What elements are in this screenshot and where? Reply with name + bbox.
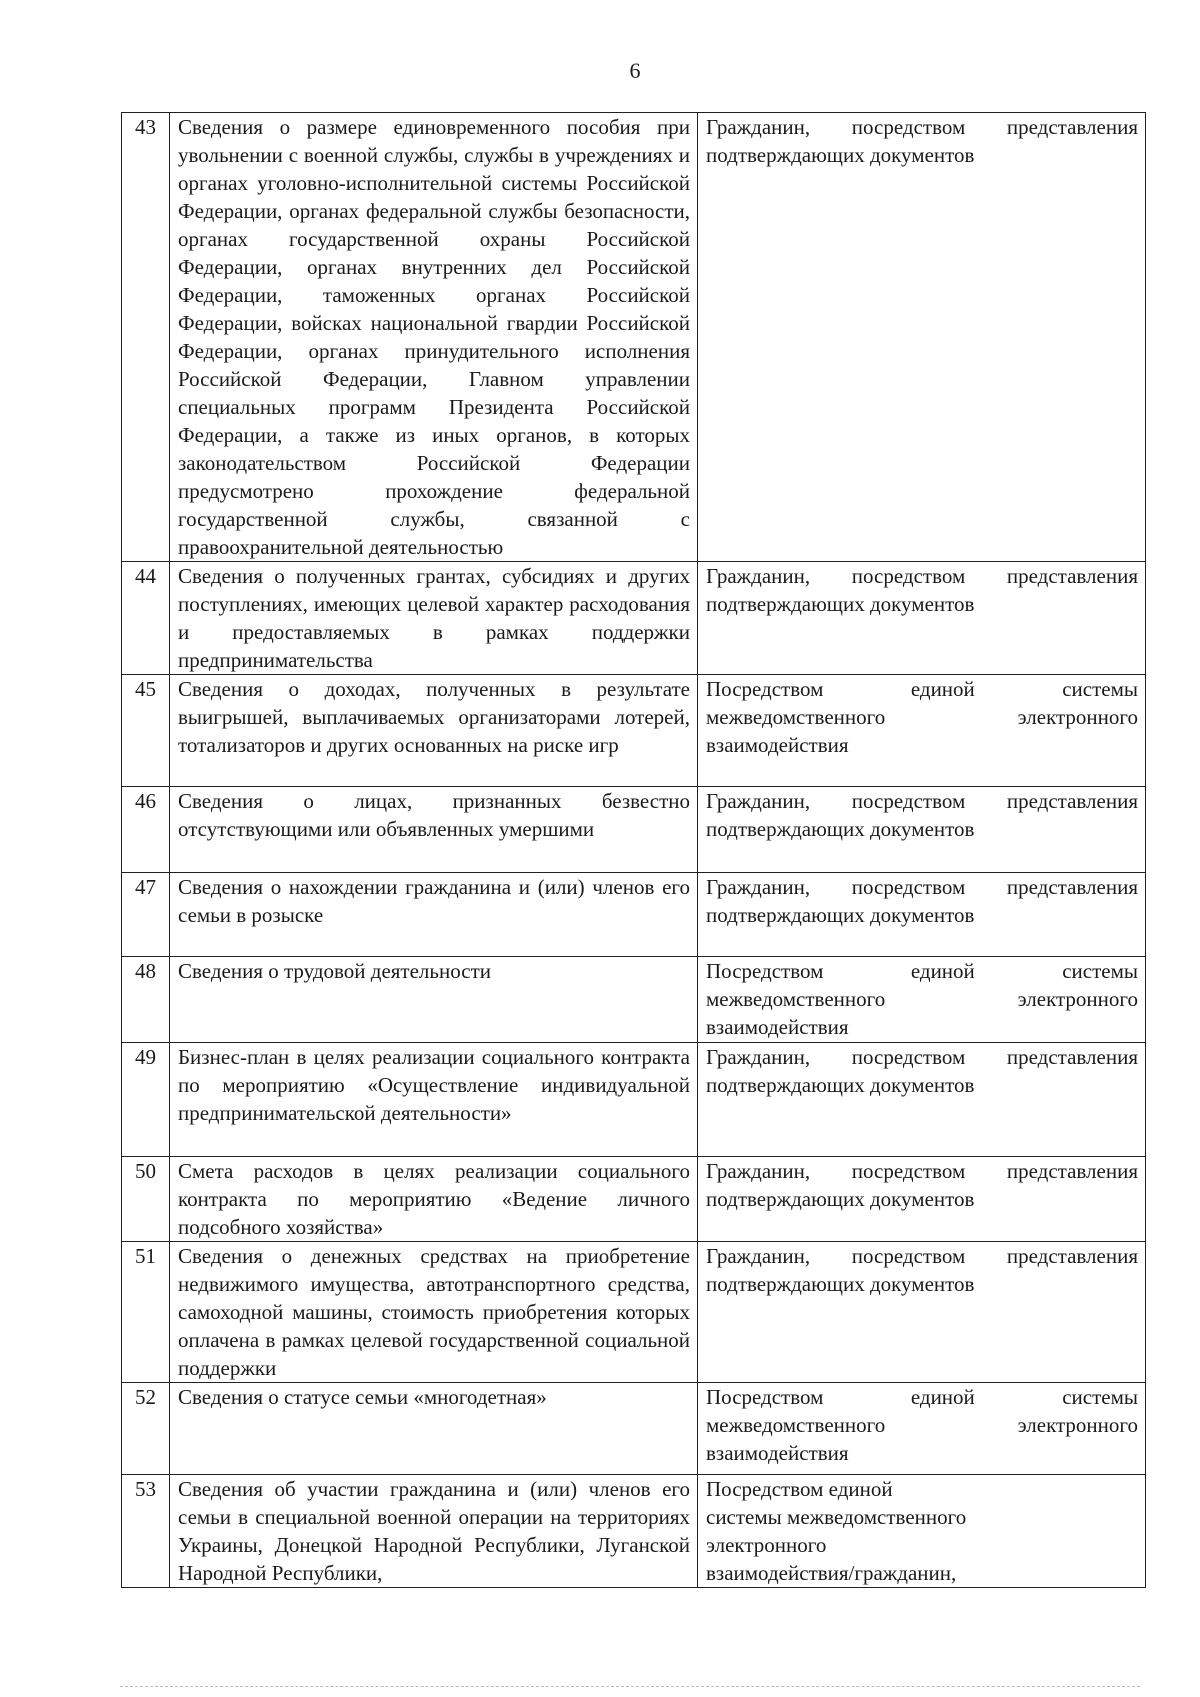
table-row [122, 1157, 1146, 1242]
row-description: Сведения о статусе семьи «многодетная» [170, 1383, 698, 1475]
row-source: Гражданин, посредством представления подтверждающих документов [698, 1242, 1146, 1383]
row-description: Сведения о денежных средствах на приобретение недвижимого имущества, автотранспортного средства, самоходной машины, стоимость приобретения которых оплачена в рамках целевой государственной социальной поддержки [170, 1242, 698, 1383]
row-source: Гражданин, посредством представления подтверждающих документов [698, 787, 1146, 873]
row-number: 51 [122, 1242, 170, 1383]
row-source: Посредством единой системы межведомственного электронного взаимодействия [698, 675, 1146, 787]
page-bottom-edge [120, 1686, 1140, 1687]
row-number: 50 [122, 1157, 170, 1242]
row-source: Гражданин, посредством представления подтверждающих документов [698, 562, 1146, 675]
row-description: Бизнес-план в целях реализации социального контракта по мероприятию «Осуществление индивидуальной предпринимательской деятельности» [170, 1043, 698, 1157]
row-number: 43 [122, 113, 170, 562]
page-number: 6 [629, 58, 641, 83]
row-source: Посредством единой системы межведомственного электронного взаимодействия [698, 1383, 1146, 1475]
row-number: 47 [122, 873, 170, 957]
row-source: Посредством единой системы межведомственного электронного взаимодействия/гражданин, [698, 1475, 1146, 1588]
table-row [122, 957, 1146, 1043]
table-row [122, 113, 1146, 562]
row-description: Сведения об участии гражданина и (или) членов его семьи в специальной военной операции на территориях Украины, Донецкой Народной Республики, Луганской Народной Республики, [170, 1475, 698, 1588]
table-row [122, 1242, 1146, 1383]
row-description: Сведения о лицах, признанных безвестно отсутствующими или объявленных умершими [170, 787, 698, 873]
row-number: 45 [122, 675, 170, 787]
row-number: 46 [122, 787, 170, 873]
row-description: Сведения о полученных грантах, субсидиях и других поступлениях, имеющих целевой характер расходования и предоставляемых в рамках поддержки предпринимательства [170, 562, 698, 675]
row-source: Гражданин, посредством представления подтверждающих документов [698, 1043, 1146, 1157]
table-row [122, 1043, 1146, 1157]
table-row [122, 675, 1146, 787]
row-description: Сведения о трудовой деятельности [170, 957, 698, 1043]
row-description: Сведения о доходах, полученных в результате выигрышей, выплачиваемых организаторами лотерей, тотализаторов и других основанных на риске игр [170, 675, 698, 787]
row-number: 49 [122, 1043, 170, 1157]
row-number: 44 [122, 562, 170, 675]
row-source: Гражданин, посредством представления подтверждающих документов [698, 1157, 1146, 1242]
row-source: Посредством единой системы межведомственного электронного взаимодействия [698, 957, 1146, 1043]
row-number: 48 [122, 957, 170, 1043]
table-row [122, 562, 1146, 675]
table-row [122, 1383, 1146, 1475]
row-number: 52 [122, 1383, 170, 1475]
row-description: Сведения о размере единовременного пособия при увольнении с военной службы, службы в учреждениях и органах уголовно-исполнительной системы Российской Федерации, органах федеральной службы безопасности, органах государственной охраны Российской Федерации, органах внутренних дел Российской Федерации, таможенных органах Российской Федерации, войсках национальной гвардии Российской Федерации, органах принудительного исполнения Российской Федерации, Главном управлении специальных программ Президента Российской Федерации, а также из иных органов, в которых законодательством Российской Федерации предусмотрено прохождение федеральной государственной службы, связанной с правоохранительной деятельностью [170, 113, 698, 562]
table-row [122, 787, 1146, 873]
row-source: Гражданин, посредством представления подтверждающих документов [698, 873, 1146, 957]
table-row [122, 1475, 1146, 1588]
row-description: Смета расходов в целях реализации социального контракта по мероприятию «Ведение личного подсобного хозяйства» [170, 1157, 698, 1242]
row-source: Гражданин, посредством представления подтверждающих документов [698, 113, 1146, 562]
row-description: Сведения о нахождении гражданина и (или) членов его семьи в розыске [170, 873, 698, 957]
row-number: 53 [122, 1475, 170, 1588]
documents-table [121, 112, 1146, 1588]
table-row [122, 873, 1146, 957]
